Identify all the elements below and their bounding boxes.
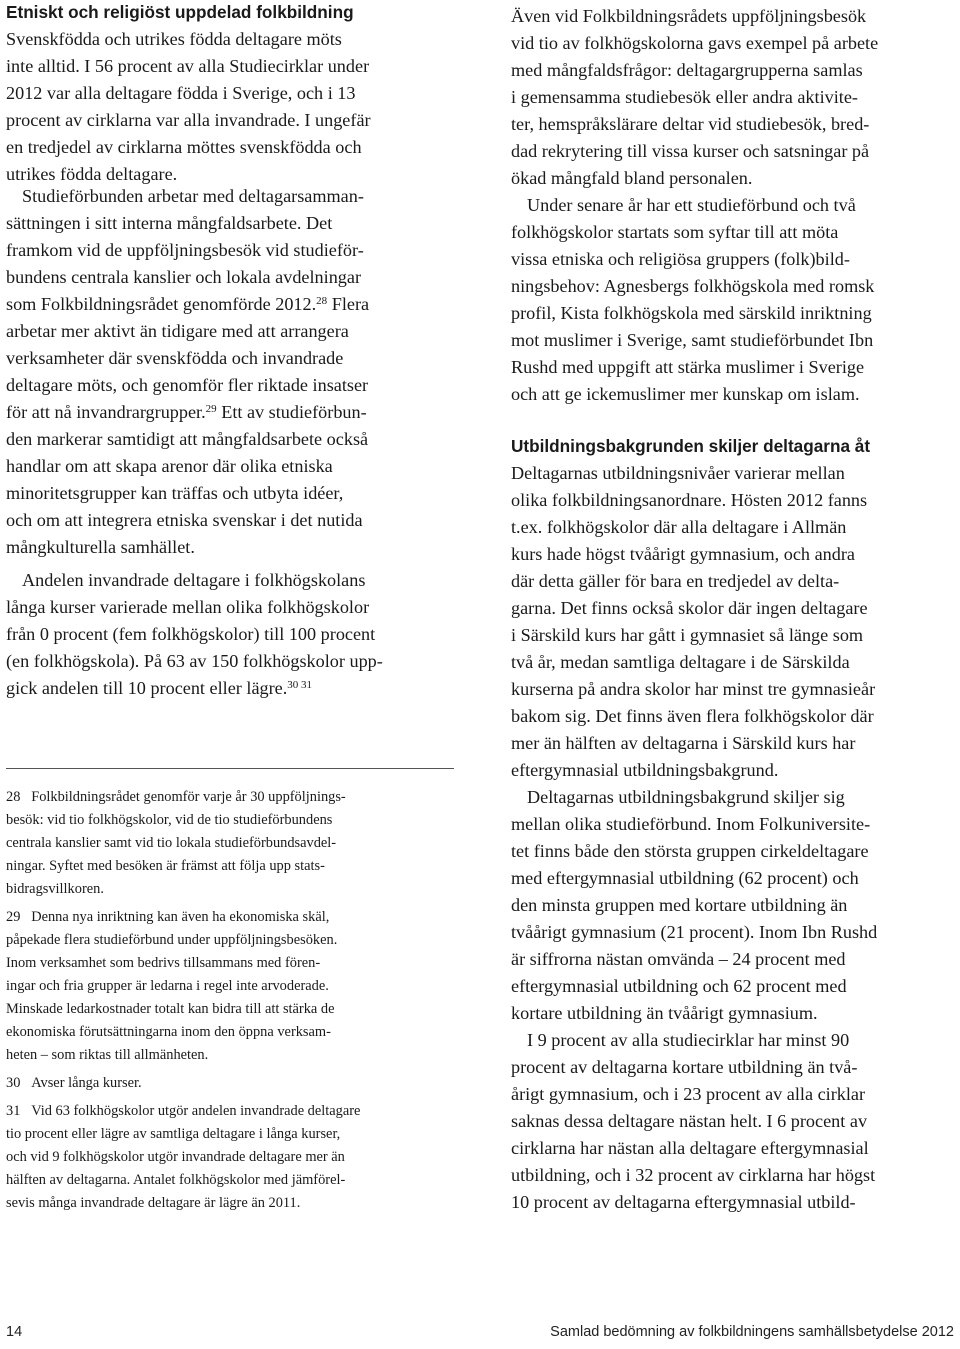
text-line: I 9 procent av alla studiecirklar har minst 90 <box>527 1030 850 1050</box>
text-line: mångkulturella samhället. <box>6 537 195 557</box>
footnote-number: 31 <box>6 1103 21 1119</box>
text-line: arbetar mer aktivt än tidigare med att arrangera <box>6 321 349 341</box>
section-heading-ethnic: Etniskt och religiöst uppdelad folkbildning <box>6 2 354 22</box>
text-line: handlar om att skapa arenor där olika etniska <box>6 456 333 476</box>
text-line: cirklarna har nästan alla deltagare eftergymnasial <box>511 1138 869 1158</box>
text-line: Deltagarnas utbildningsnivåer varierar mellan <box>511 463 845 483</box>
text-line <box>6 675 383 702</box>
footnote-text: Vid 63 folkhögskolor utgör andelen invandrade deltagare <box>31 1103 361 1119</box>
text-line: verksamheter där svenskfödda och invandrade <box>6 348 344 368</box>
footnote-ref-28[interactable]: 28 <box>316 295 328 307</box>
text-line: ter, hemspråkslärare deltar vid studiebesök, bred- <box>511 114 870 134</box>
left-paragraph-2 <box>6 183 369 561</box>
text-line: är siffrorna nästan omvända – 24 procent med <box>511 949 846 969</box>
footnote-line <box>6 906 454 929</box>
text-line: i Särskild kurs har gått i gymnasiet så länge som <box>511 625 864 645</box>
text-line: bundens centrala kanslier och lokala avdelningar <box>6 267 362 287</box>
text-line: dad rekrytering till vissa kurser och satsningar på <box>511 141 870 161</box>
text-line: med mångfaldsfrågor: deltagargrupperna samlas <box>511 60 863 80</box>
text-line: mer än hälften av deltagarna i Särskild kurs har <box>511 733 856 753</box>
footnote-divider <box>6 768 454 769</box>
footnote-29 <box>6 906 454 1067</box>
text-line: inte alltid. I 56 procent av alla Studiecirklar under <box>6 56 370 76</box>
text-line: vid tio av folkhögskolorna gavs exempel på arbete <box>511 33 879 53</box>
footnote-ref-30-31[interactable]: 30 31 <box>287 679 313 691</box>
left-paragraph-1 <box>6 26 371 188</box>
text-line: den markerar samtidigt att mångfaldsarbete också <box>6 429 369 449</box>
text-line: olika folkbildningsanordnare. Hösten 2012 fanns <box>511 490 868 510</box>
text-fragment: Ett av studieförbun- <box>216 402 367 422</box>
text-line: ökad mångfald bland personalen. <box>511 168 753 188</box>
footnote-31 <box>6 1100 454 1215</box>
text-line: eftergymnasial utbildning och 62 procent med <box>511 976 847 996</box>
text-line: garna. Det finns också skolor där ingen deltagare <box>511 598 868 618</box>
text-line: årigt gymnasium, och i 23 procent av alla cirklar <box>511 1084 866 1104</box>
text-line: bakom sig. Det finns även flera folkhögskolor där <box>511 706 874 726</box>
text-line: ningsbehov: Agnesbergs folkhögskola med romsk <box>511 276 875 296</box>
text-line: folkhögskolor startats som syftar till att möta <box>511 222 839 242</box>
text-line: Deltagarnas utbildningsbakgrund skiljer sig <box>527 787 845 807</box>
text-line: tvåårigt gymnasium (21 procent). Inom Ibn Rushd <box>511 922 878 942</box>
footnote-line: besök: vid tio folkhögskolor, vid de tio studieförbundens <box>6 812 333 828</box>
text-line: 2012 var alla deltagare födda i Sverige, och i 13 <box>6 83 356 103</box>
footnote-number: 29 <box>6 909 21 925</box>
footnote-number: 30 <box>6 1075 21 1091</box>
footnote-line: påpekade flera studieförbund under uppföljningsbesöken. <box>6 932 338 948</box>
text-line: från 0 procent (fem folkhögskolor) till 100 procent <box>6 624 376 644</box>
text-line: Studieförbunden arbetar med deltagarsamman- <box>22 186 364 206</box>
text-line: Även vid Folkbildningsrådets uppföljningsbesök <box>511 6 867 26</box>
text-line: kortare utbildning än tvåårigt gymnasium. <box>511 1003 818 1023</box>
text-line: och att ge ickemuslimer mer kunskap om islam. <box>511 384 860 404</box>
text-line: tet finns både den största gruppen cirkeldeltagare <box>511 841 869 861</box>
left-paragraph-3 <box>6 567 383 702</box>
footnote-line: och vid 9 folkhögskolor utgör invandrade deltagare mer än <box>6 1149 345 1165</box>
left-heading-block <box>6 0 354 26</box>
footnote-text: Denna nya inriktning kan även ha ekonomiska skäl, <box>31 909 330 925</box>
footnote-line: ingar och fria grupper är ledarna i regel inte arvoderade. <box>6 978 329 994</box>
text-line: sättningen i sitt interna mångfaldsarbete. Det <box>6 213 333 233</box>
footnote-text: Folkbildningsrådet genomför varje år 30 uppföljnings- <box>31 789 346 805</box>
text-line: utbildning, och i 32 procent av cirklarna har högst <box>511 1165 876 1185</box>
text-line <box>6 399 369 426</box>
text-line: kurserna på andra skolor har minst tre gymnasieår <box>511 679 876 699</box>
text-line: 10 procent av deltagarna eftergymnasial utbild- <box>511 1192 856 1212</box>
text-fragment: för att nå invandrargrupper. <box>6 402 206 422</box>
text-line: en tredjedel av cirklarna möttes svenskfödda och <box>6 137 362 157</box>
text-line: kurs hade högst tvåårigt gymnasium, och andra <box>511 544 855 564</box>
text-line: Andelen invandrade deltagare i folkhögskolans <box>22 570 366 590</box>
footnote-line: ningar. Syftet med besöken är främst att följa upp stats- <box>6 858 325 874</box>
text-line <box>6 291 369 318</box>
footnote-line <box>6 1100 454 1123</box>
text-line: eftergymnasial utbildningsbakgrund. <box>511 760 779 780</box>
footnote-line: bidragsvillkoren. <box>6 881 104 897</box>
right-paragraph-3 <box>511 460 877 1216</box>
footnotes <box>6 786 454 1215</box>
text-line: t.ex. folkhögskolor där alla deltagare i Allmän <box>511 517 847 537</box>
footnote-line: hälften av deltagarna. Antalet folkhögskolor med jämförel- <box>6 1172 346 1188</box>
footnote-line: Inom verksamhet som bedrivs tillsammans med fören- <box>6 955 321 971</box>
text-line: långa kurser varierade mellan olika folkhögskolor <box>6 597 370 617</box>
text-line: och om att integrera etniska svenskar i det nutida <box>6 510 363 530</box>
right-heading-block <box>511 433 870 460</box>
text-line: i gemensamma studiebesök eller andra aktivite- <box>511 87 858 107</box>
text-line: utrikes födda deltagare. <box>6 164 178 184</box>
footnote-line: sevis många invandrade deltagare är lägre än 2011. <box>6 1195 301 1211</box>
text-line: den minsta gruppen med kortare utbildning än <box>511 895 848 915</box>
footnote-line: Minskade ledarkostnader totalt kan bidra till att stärka de <box>6 1001 335 1017</box>
text-fragment: som Folkbildningsrådet genomförde 2012. <box>6 294 317 314</box>
text-line: vissa etniska och religiösa gruppers (folk)bild- <box>511 249 850 269</box>
text-line: mot muslimer i Sverige, samt studieförbundet Ibn <box>511 330 874 350</box>
footnote-30 <box>6 1072 454 1095</box>
footnote-line <box>6 1072 454 1095</box>
footnote-line: heten – som riktas till allmänheten. <box>6 1047 209 1063</box>
footnote-ref-29[interactable]: 29 <box>205 403 217 415</box>
text-line: Rushd med uppgift att stärka muslimer i Sverige <box>511 357 865 377</box>
running-title: Samlad bedömning av folkbildningens samhällsbetydelse 2012 <box>550 1324 954 1340</box>
page-number: 14 <box>6 1324 23 1340</box>
text-line: saknas dessa deltagare nästan helt. I 6 procent av <box>511 1111 868 1131</box>
footnote-line <box>6 786 454 809</box>
text-line: med eftergymnasial utbildning (62 procent) och <box>511 868 859 888</box>
footnote-number: 28 <box>6 789 21 805</box>
footnote-28 <box>6 786 454 901</box>
right-paragraph-1 <box>511 3 878 408</box>
text-line: (en folkhögskola). På 63 av 150 folkhögskolor upp- <box>6 651 383 671</box>
section-heading-education: Utbildningsbakgrunden skiljer deltagarna åt <box>511 436 871 456</box>
text-line: profil, Kista folkhögskola med särskild inriktning <box>511 303 872 323</box>
footnote-line: tio procent eller lägre av samtliga deltagare i långa kurser, <box>6 1126 341 1142</box>
footnote-line: centrala kanslier samt vid tio lokala studieförbundsavdel- <box>6 835 337 851</box>
text-line: procent av deltagarna kortare utbildning än två- <box>511 1057 858 1077</box>
text-line: minoritetsgrupper kan träffas och utbyta idéer, <box>6 483 344 503</box>
footnote-text: Avser långa kurser. <box>31 1075 142 1091</box>
text-line: deltagare möts, och genomför fler riktade insatser <box>6 375 369 395</box>
text-line: där detta gäller för bara en tredjedel av delta- <box>511 571 840 591</box>
text-line: två år, medan samtliga deltagare i de Särskilda <box>511 652 850 672</box>
text-line: mellan olika studieförbund. Inom Folkuniversite- <box>511 814 871 834</box>
text-line: framkom vid de uppföljningsbesök vid studieför- <box>6 240 364 260</box>
text-line: Svenskfödda och utrikes födda deltagare möts <box>6 29 342 49</box>
text-fragment: gick andelen till 10 procent eller lägre. <box>6 678 288 698</box>
text-line: procent av cirklarna var alla invandrade. I ungefär <box>6 110 371 130</box>
text-line: Under senare år har ett studieförbund och två <box>527 195 856 215</box>
text-fragment: Flera <box>327 294 370 314</box>
footnote-line: ekonomiska förutsättningarna inom den öppna verksam- <box>6 1024 331 1040</box>
